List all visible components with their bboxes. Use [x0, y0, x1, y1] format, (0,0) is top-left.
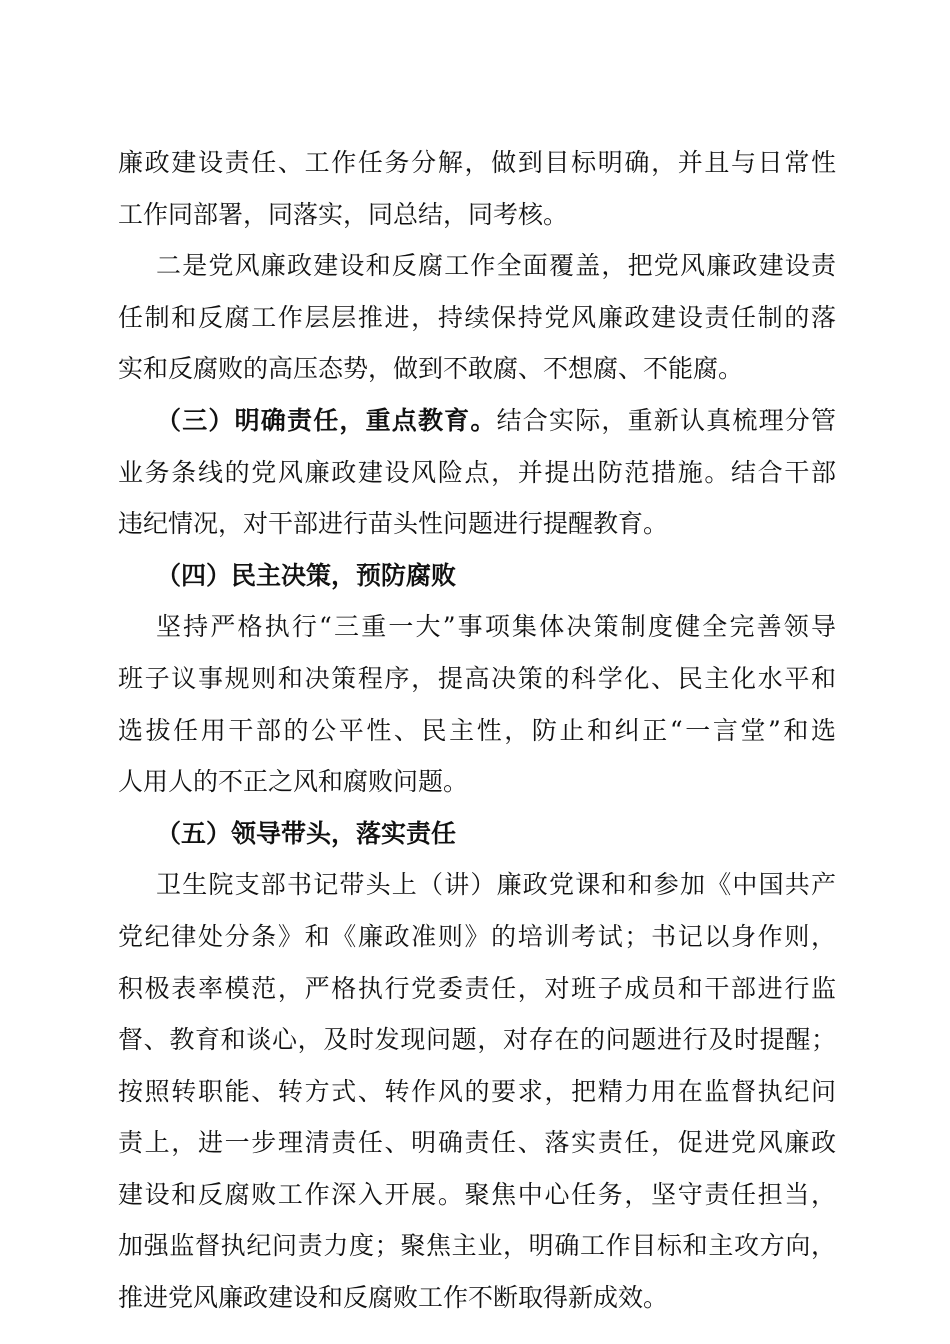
text-run: 结合实际，重新认真梳理分管	[496, 405, 836, 435]
text-line: 选拔任用干部的公平性、民主性，防止和纠正“一言堂”和选	[118, 715, 836, 745]
text-line: 二是党风廉政建设和反腐工作全面覆盖，把党风廉政建设责	[156, 251, 836, 281]
text-line: 人用人的不正之风和腐败问题。	[118, 767, 469, 797]
heading-text: （五）领导带头，落实责任	[156, 818, 457, 848]
text-line: 廉政建设责任、工作任务分解，做到目标明确，并且与日常性	[118, 148, 836, 177]
text-line: 责上，进一步理清责任、明确责任、落实责任，促进党风廉政	[118, 1128, 836, 1158]
section-heading	[118, 808, 836, 860]
text-line: 卫生院支部书记带头上（讲）廉政党课和和参加《中国共产	[156, 870, 836, 900]
text-line: 业务条线的党风廉政建设风险点，并提出防范措施。结合干部	[118, 457, 836, 487]
text-line: 工作同部署，同落实，同总结，同考核。	[118, 199, 569, 229]
text-line: 积极表率模范，严格执行党委责任，对班子成员和干部进行监	[118, 973, 836, 1003]
paragraph	[118, 859, 836, 1323]
paragraph	[118, 395, 836, 550]
text-line: 违纪情况，对干部进行苗头性问题进行提醒教育。	[118, 509, 669, 539]
text-line: 建设和反腐败工作深入开展。聚焦中心任务，坚守责任担当，	[118, 1179, 836, 1209]
text-line: 班子议事规则和决策程序，提高决策的科学化、民主化水平和	[118, 663, 836, 693]
text-line	[118, 395, 836, 447]
section-heading: （三）明确责任，重点教育。	[156, 405, 497, 435]
text-line: 党纪律处分条》和《廉政准则》的培训考试；书记以身作则，	[118, 921, 836, 951]
text-line: 按照转职能、转方式、转作风的要求，把精力用在监督执纪问	[118, 1076, 836, 1106]
heading-text: （四）民主决策，预防腐败	[156, 560, 457, 590]
paragraph	[118, 137, 836, 240]
paragraph	[118, 601, 836, 807]
text-line: 推进党风廉政建设和反腐败工作不断取得新成效。	[118, 1283, 669, 1313]
text-line: 坚持严格执行“三重一大”事项集体决策制度健全完善领导	[156, 612, 836, 642]
text-line: 实和反腐败的高压态势，做到不敢腐、不想腐、不能腐。	[118, 354, 744, 384]
text-line: 督、教育和谈心，及时发现问题，对存在的问题进行及时提醒；	[118, 1025, 836, 1055]
paragraph	[118, 240, 836, 395]
text-line: 任制和反腐工作层层推进，持续保持党风廉政建设责任制的落	[118, 302, 836, 332]
text-line: 加强监督执纪问责力度；聚焦主业，明确工作目标和主攻方向，	[118, 1231, 836, 1261]
document-page	[118, 137, 836, 1324]
section-heading	[118, 550, 836, 602]
